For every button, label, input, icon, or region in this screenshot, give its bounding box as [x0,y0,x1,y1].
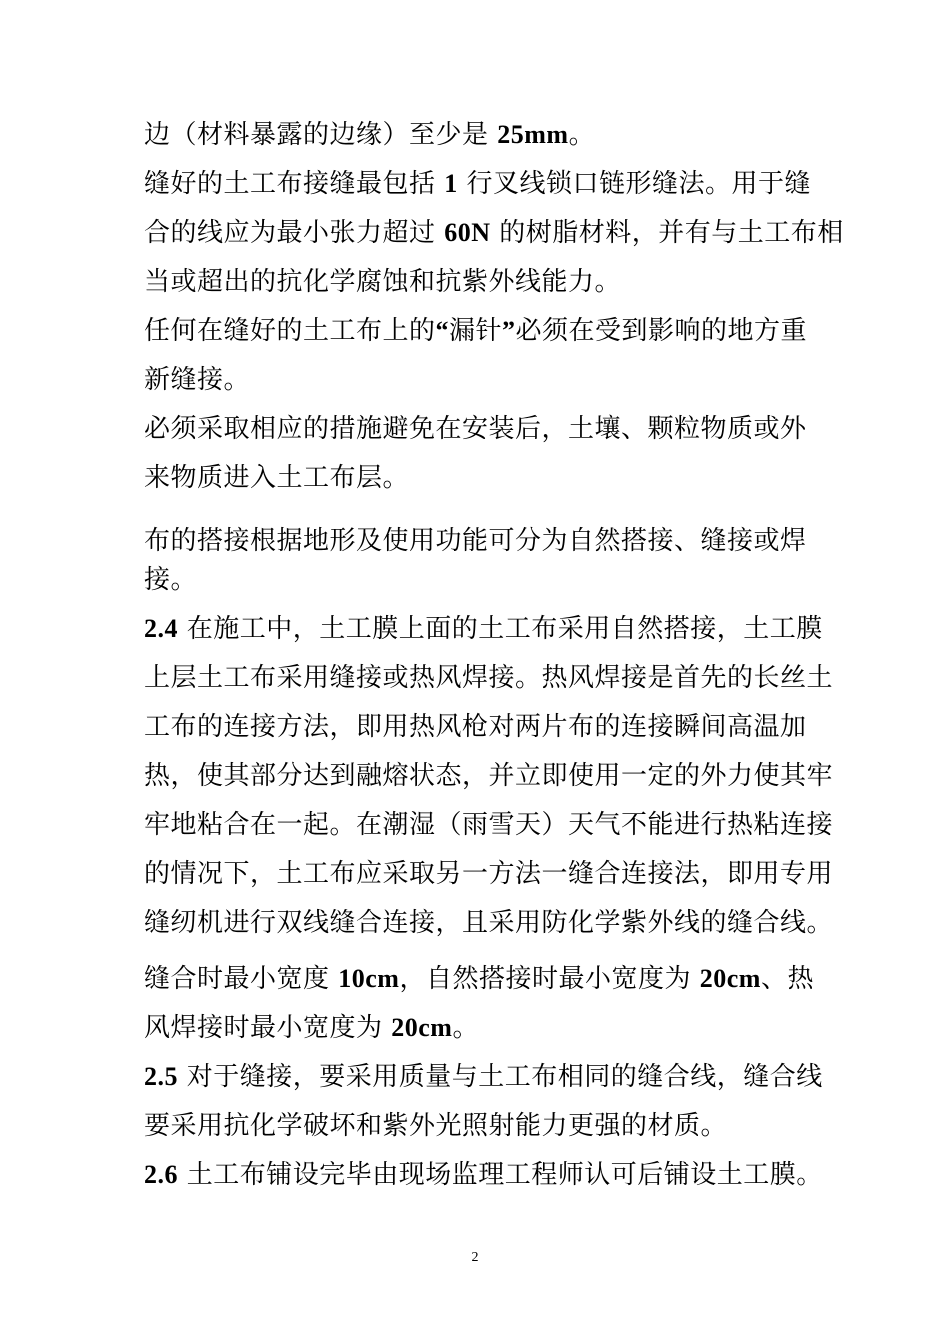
text-segment: 在施工中，土工膜上面的土工布采用自然搭接，土工膜 [178,614,823,644]
text-segment: 。 [452,1013,479,1043]
text-line [144,614,823,644]
text-line [144,1013,479,1043]
text-segment: 上层土工布采用缝接或热风焊接。热风焊接是首先的长丝土 [144,663,834,693]
text-segment: 必须在受到影响的地方重 [515,316,808,346]
text-segment: 牢地粘合在一起。在潮湿（雨雪天）天气不能进行热粘连接 [144,810,834,840]
text-line [144,565,197,595]
text-segment: 任何在缝好的土工布上的 [144,316,436,346]
bold-text-segment: 2.4 [144,614,178,643]
text-segment: 布的搭接根据地形及使用功能可分为自然搭接、缝接或焊 [144,526,807,556]
bold-text-segment: 20cm [391,1013,453,1042]
text-segment: 当或超出的抗化学腐蚀和抗紫外线能力。 [144,267,622,297]
text-segment: 的情况下，土工布应采取另一方法一缝合连接法，即用专用 [144,859,834,889]
text-segment: 、热 [760,964,814,994]
text-segment: 工布的连接方法，即用热风枪对两片布的连接瞬间高温加 [144,712,807,742]
text-line [144,414,807,444]
page-number: 2 [471,1250,479,1265]
text-segment: 热，使其部分达到融熔状态，并立即使用一定的外力使其牢 [144,761,834,791]
text-line [144,169,811,199]
text-line [144,1160,823,1190]
text-line [144,218,844,248]
text-segment: 必须采取相应的措施避免在安装后，土壤、颗粒物质或外 [144,414,807,444]
text-segment: 土工布铺设完毕由现场监理工程师认可后铺设土工膜。 [178,1160,823,1190]
text-line [144,365,250,395]
text-line [144,810,833,840]
bold-text-segment: “ [435,316,450,345]
text-segment: 缝合时最小宽度 [144,964,339,994]
bold-text-segment: 25mm [497,120,569,149]
bold-text-segment: 1 [444,169,458,198]
bold-text-segment: 60N [444,218,491,247]
text-line [144,859,833,889]
bold-text-segment: 2.5 [144,1062,178,1091]
text-segment: 合的线应为最小张力超过 [144,218,445,248]
text-line [144,526,807,556]
text-segment: 。 [568,120,596,150]
bold-text-segment: 20cm [699,964,761,993]
text-line [144,267,621,297]
text-line [144,761,833,791]
text-line [144,908,833,938]
text-segment: 新缝接。 [144,365,251,395]
text-segment: 的树脂材料，并有与土工布相 [490,218,844,248]
text-segment: 对于缝接，要采用质量与土工布相同的缝合线，缝合线 [178,1062,823,1092]
text-segment: 风焊接时最小宽度为 [144,1013,392,1043]
bold-text-segment: 2.6 [144,1160,178,1189]
text-segment: 边（材料暴露的边缘）至少是 [144,120,498,150]
text-segment: 接。 [144,565,198,595]
text-line [144,463,409,493]
text-segment: 漏针 [449,316,503,346]
text-line [144,1111,727,1141]
bold-text-segment: ” [502,316,516,345]
text-line [144,964,814,994]
text-line [144,712,807,742]
bold-text-segment: 10cm [338,964,400,993]
text-line [144,1062,823,1092]
text-segment: ，自然搭接时最小宽度为 [399,964,700,994]
text-segment: 要采用抗化学破坏和紫外光照射能力更强的材质。 [144,1111,728,1141]
text-line [144,663,833,693]
text-segment: 缝好的土工布接缝最包括 [144,169,445,199]
text-segment: 行叉线锁口链形缝法。用于缝 [457,169,812,199]
text-segment: 来物质进入土工布层。 [144,463,410,493]
text-segment: 缝纫机进行双线缝合连接，且采用防化学紫外线的缝合线。 [144,908,834,938]
text-line [144,316,807,346]
text-line [144,120,595,150]
